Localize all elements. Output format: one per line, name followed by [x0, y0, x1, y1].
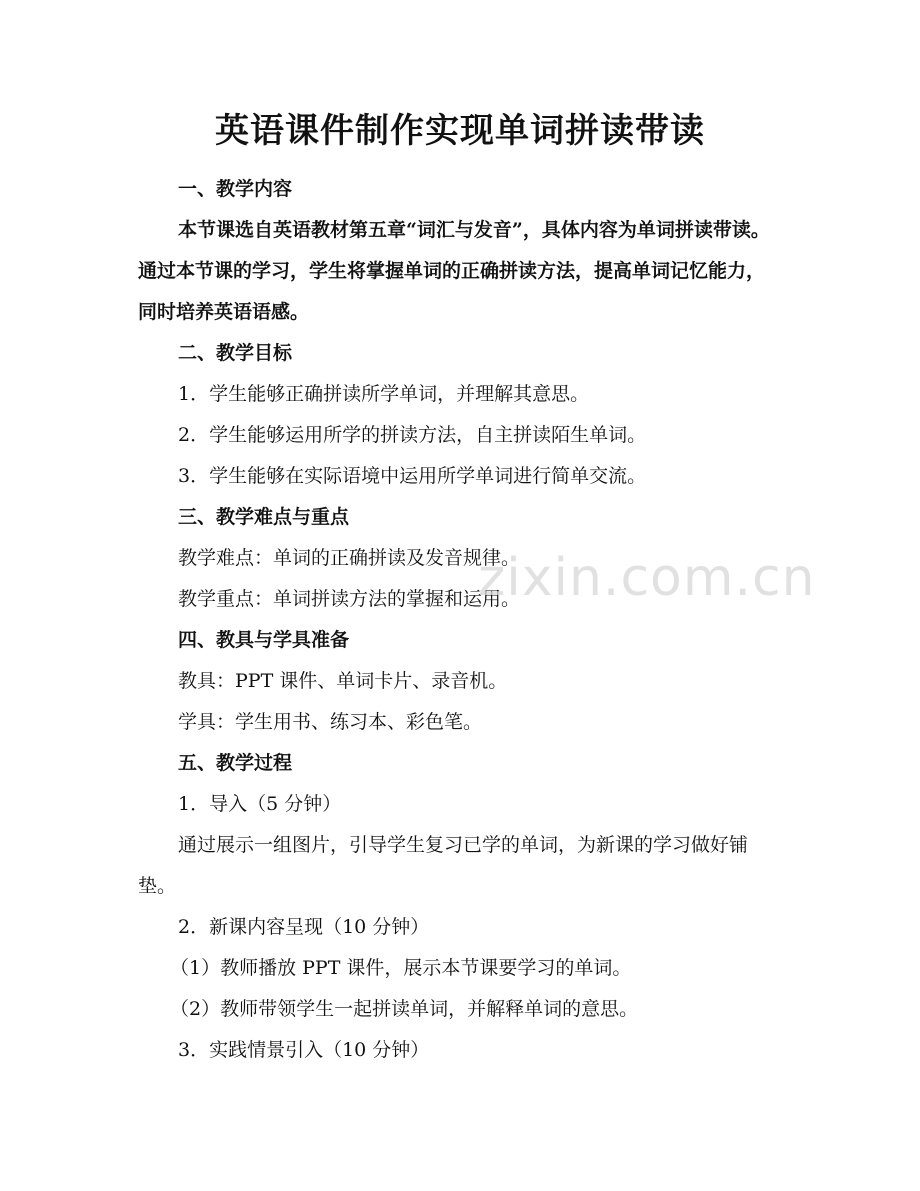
section-heading-process: 五、教学过程 — [178, 752, 293, 774]
process-step-1-text: 通过展示一组图片，引导学生复习已学的单词，为新课的学习做好铺垫。 — [138, 834, 749, 897]
document-body — [138, 169, 778, 1071]
objective-item-3: 3．学生能够在实际语境中运用所学单词进行简单交流。 — [178, 465, 647, 487]
key-point-text: 教学重点：单词拼读方法的掌握和运用。 — [178, 588, 521, 610]
process-step-2-b: （2）教师带领学生一起拼读单词，并解释单词的意思。 — [170, 998, 639, 1020]
teacher-materials: 教具：PPT 课件、单词卡片、录音机。 — [178, 670, 508, 692]
process-step-3: 3．实践情景引入（10 分钟） — [178, 1039, 430, 1061]
document-title: 英语课件制作实现单词拼读带读 — [215, 111, 705, 151]
process-step-1: 1．导入（5 分钟） — [178, 793, 342, 815]
objective-item-1: 1．学生能够正确拼读所学单词，并理解其意思。 — [178, 383, 590, 405]
content-paragraph: 本节课选自英语教材第五章“词汇与发音”，具体内容为单词拼读带读。通过本节课的学习，学生将掌握单词的正确拼读方法，提高单词记忆能力，同时培养英语语感。 — [138, 219, 770, 323]
difficulty-text: 教学难点：单词的正确拼读及发音规律。 — [178, 547, 521, 569]
student-materials: 学具：学生用书、练习本、彩色笔。 — [178, 711, 483, 733]
process-step-2: 2．新课内容呈现（10 分钟） — [178, 916, 430, 938]
process-step-2-a: （1）教师播放 PPT 课件，展示本节课要学习的单词。 — [170, 957, 632, 979]
section-heading-objectives: 二、教学目标 — [178, 342, 293, 364]
section-heading-materials: 四、教具与学具准备 — [178, 629, 350, 651]
watermark-text: zixin.com.cn — [478, 548, 816, 608]
section-heading-difficulty: 三、教学难点与重点 — [178, 506, 350, 528]
section-heading-content: 一、教学内容 — [178, 178, 293, 200]
objective-item-2: 2．学生能够运用所学的拼读方法，自主拼读陌生单词。 — [178, 424, 647, 446]
